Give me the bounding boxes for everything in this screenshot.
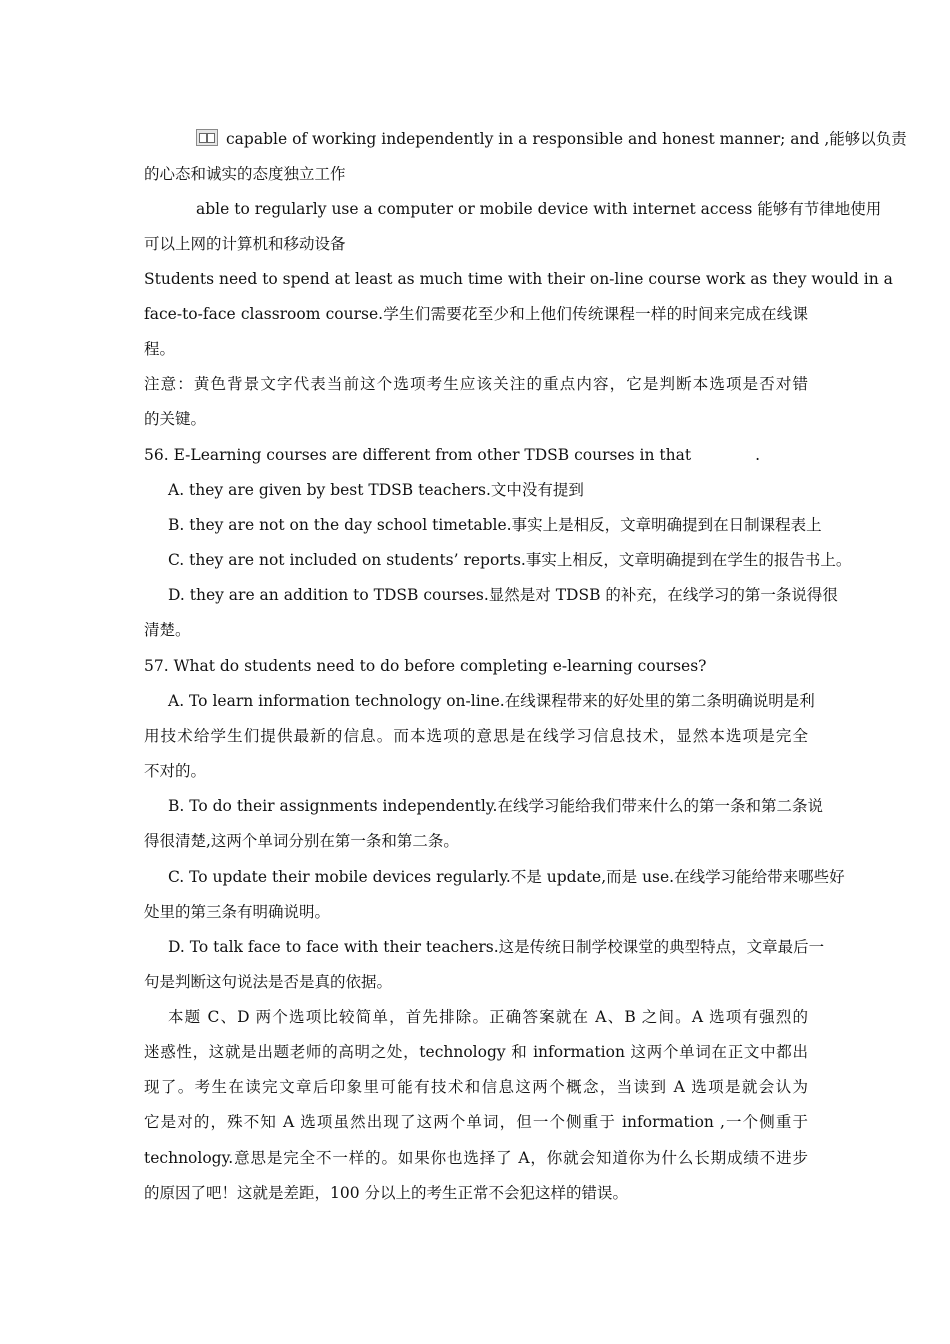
line-text: capable of working independently in a responsible and honest manner; and ,能够以负责	[226, 130, 907, 148]
option-56-b: B. they are not on the day school timetable.事实上是相反，文章明确提到在日制课程表上	[168, 516, 822, 534]
text-line: 的心态和诚实的态度独立工作	[144, 165, 346, 183]
summary-paragraph: 本题 C、D 两个选项比较简单，首先排除。正确答案就在 A、B 之间。A 选项有强烈的	[168, 1008, 808, 1026]
book-icon	[196, 129, 218, 146]
question-57-stem: 57. What do students need to do before completing e-learning courses?	[144, 657, 707, 675]
text-line: technology.意思是完全不一样的。如果你也选择了 A，你就会知道你为什么长期成绩不进步	[144, 1149, 808, 1167]
text-line: 得很清楚,这两个单词分别在第一条和第二条。	[144, 832, 459, 850]
text-line: 的关键。	[144, 410, 207, 428]
text-line: 迷惑性，这就是出题老师的高明之处，technology 和 information 这两个单词在正文中都出	[144, 1043, 808, 1061]
text-line: 可以上网的计算机和移动设备	[144, 235, 346, 253]
option-56-a: A. they are given by best TDSB teachers.文中没有提到	[168, 481, 584, 499]
text-line: face-to-face classroom course.学生们需要花至少和上他们传统课程一样的时间来完成在线课	[144, 305, 808, 323]
text-line: 用技术给学生们提供最新的信息。而本选项的意思是在线学习信息技术，显然本选项是完全	[144, 727, 808, 745]
text-line: 程。	[144, 340, 176, 358]
option-57-d: D. To talk face to face with their teachers.这是传统日制学校课堂的典型特点，文章最后一	[168, 938, 825, 956]
text-line: 句是判断这句说法是否是真的依据。	[144, 973, 393, 991]
question-56-stem: 56. E-Learning courses are different from other TDSB courses in that .	[144, 446, 761, 464]
text-line: 不对的。	[144, 762, 207, 780]
option-57-b: B. To do their assignments independently.在线学习能给我们带来什么的第一条和第二条说	[168, 797, 823, 815]
text-line: able to regularly use a computer or mobile device with internet access 能够有节律地使用	[196, 200, 882, 218]
text-line	[196, 128, 907, 150]
option-56-c: C. they are not included on students’ reports.事实上相反，文章明确提到在学生的报告书上。	[168, 551, 852, 569]
option-57-c: C. To update their mobile devices regularly.不是 update,而是 use.在线学习能给带来哪些好	[168, 868, 845, 886]
text-line: 清楚。	[144, 621, 191, 639]
option-56-d: D. they are an addition to TDSB courses.显然是对 TDSB 的补充，在线学习的第一条说得很	[168, 586, 838, 604]
text-line: 它是对的，殊不知 A 选项虽然出现了这两个单词，但一个侧重于 information ,一个侧重于	[144, 1113, 808, 1131]
text-line: 处里的第三条有明确说明。	[144, 903, 331, 921]
text-line: 注意：黄色背景文字代表当前这个选项考生应该关注的重点内容，它是判断本选项是否对错	[144, 375, 808, 393]
text-line: 现了。考生在读完文章后印象里可能有技术和信息这两个概念，当读到 A 选项是就会认为	[144, 1078, 808, 1096]
text-line: Students need to spend at least as much time with their on-line course work as they would in a	[144, 270, 893, 288]
text-line: 的原因了吧！这就是差距，100 分以上的考生正常不会犯这样的错误。	[144, 1184, 629, 1202]
option-57-a: A. To learn information technology on-line.在线课程带来的好处里的第二条明确说明是利	[168, 692, 815, 710]
